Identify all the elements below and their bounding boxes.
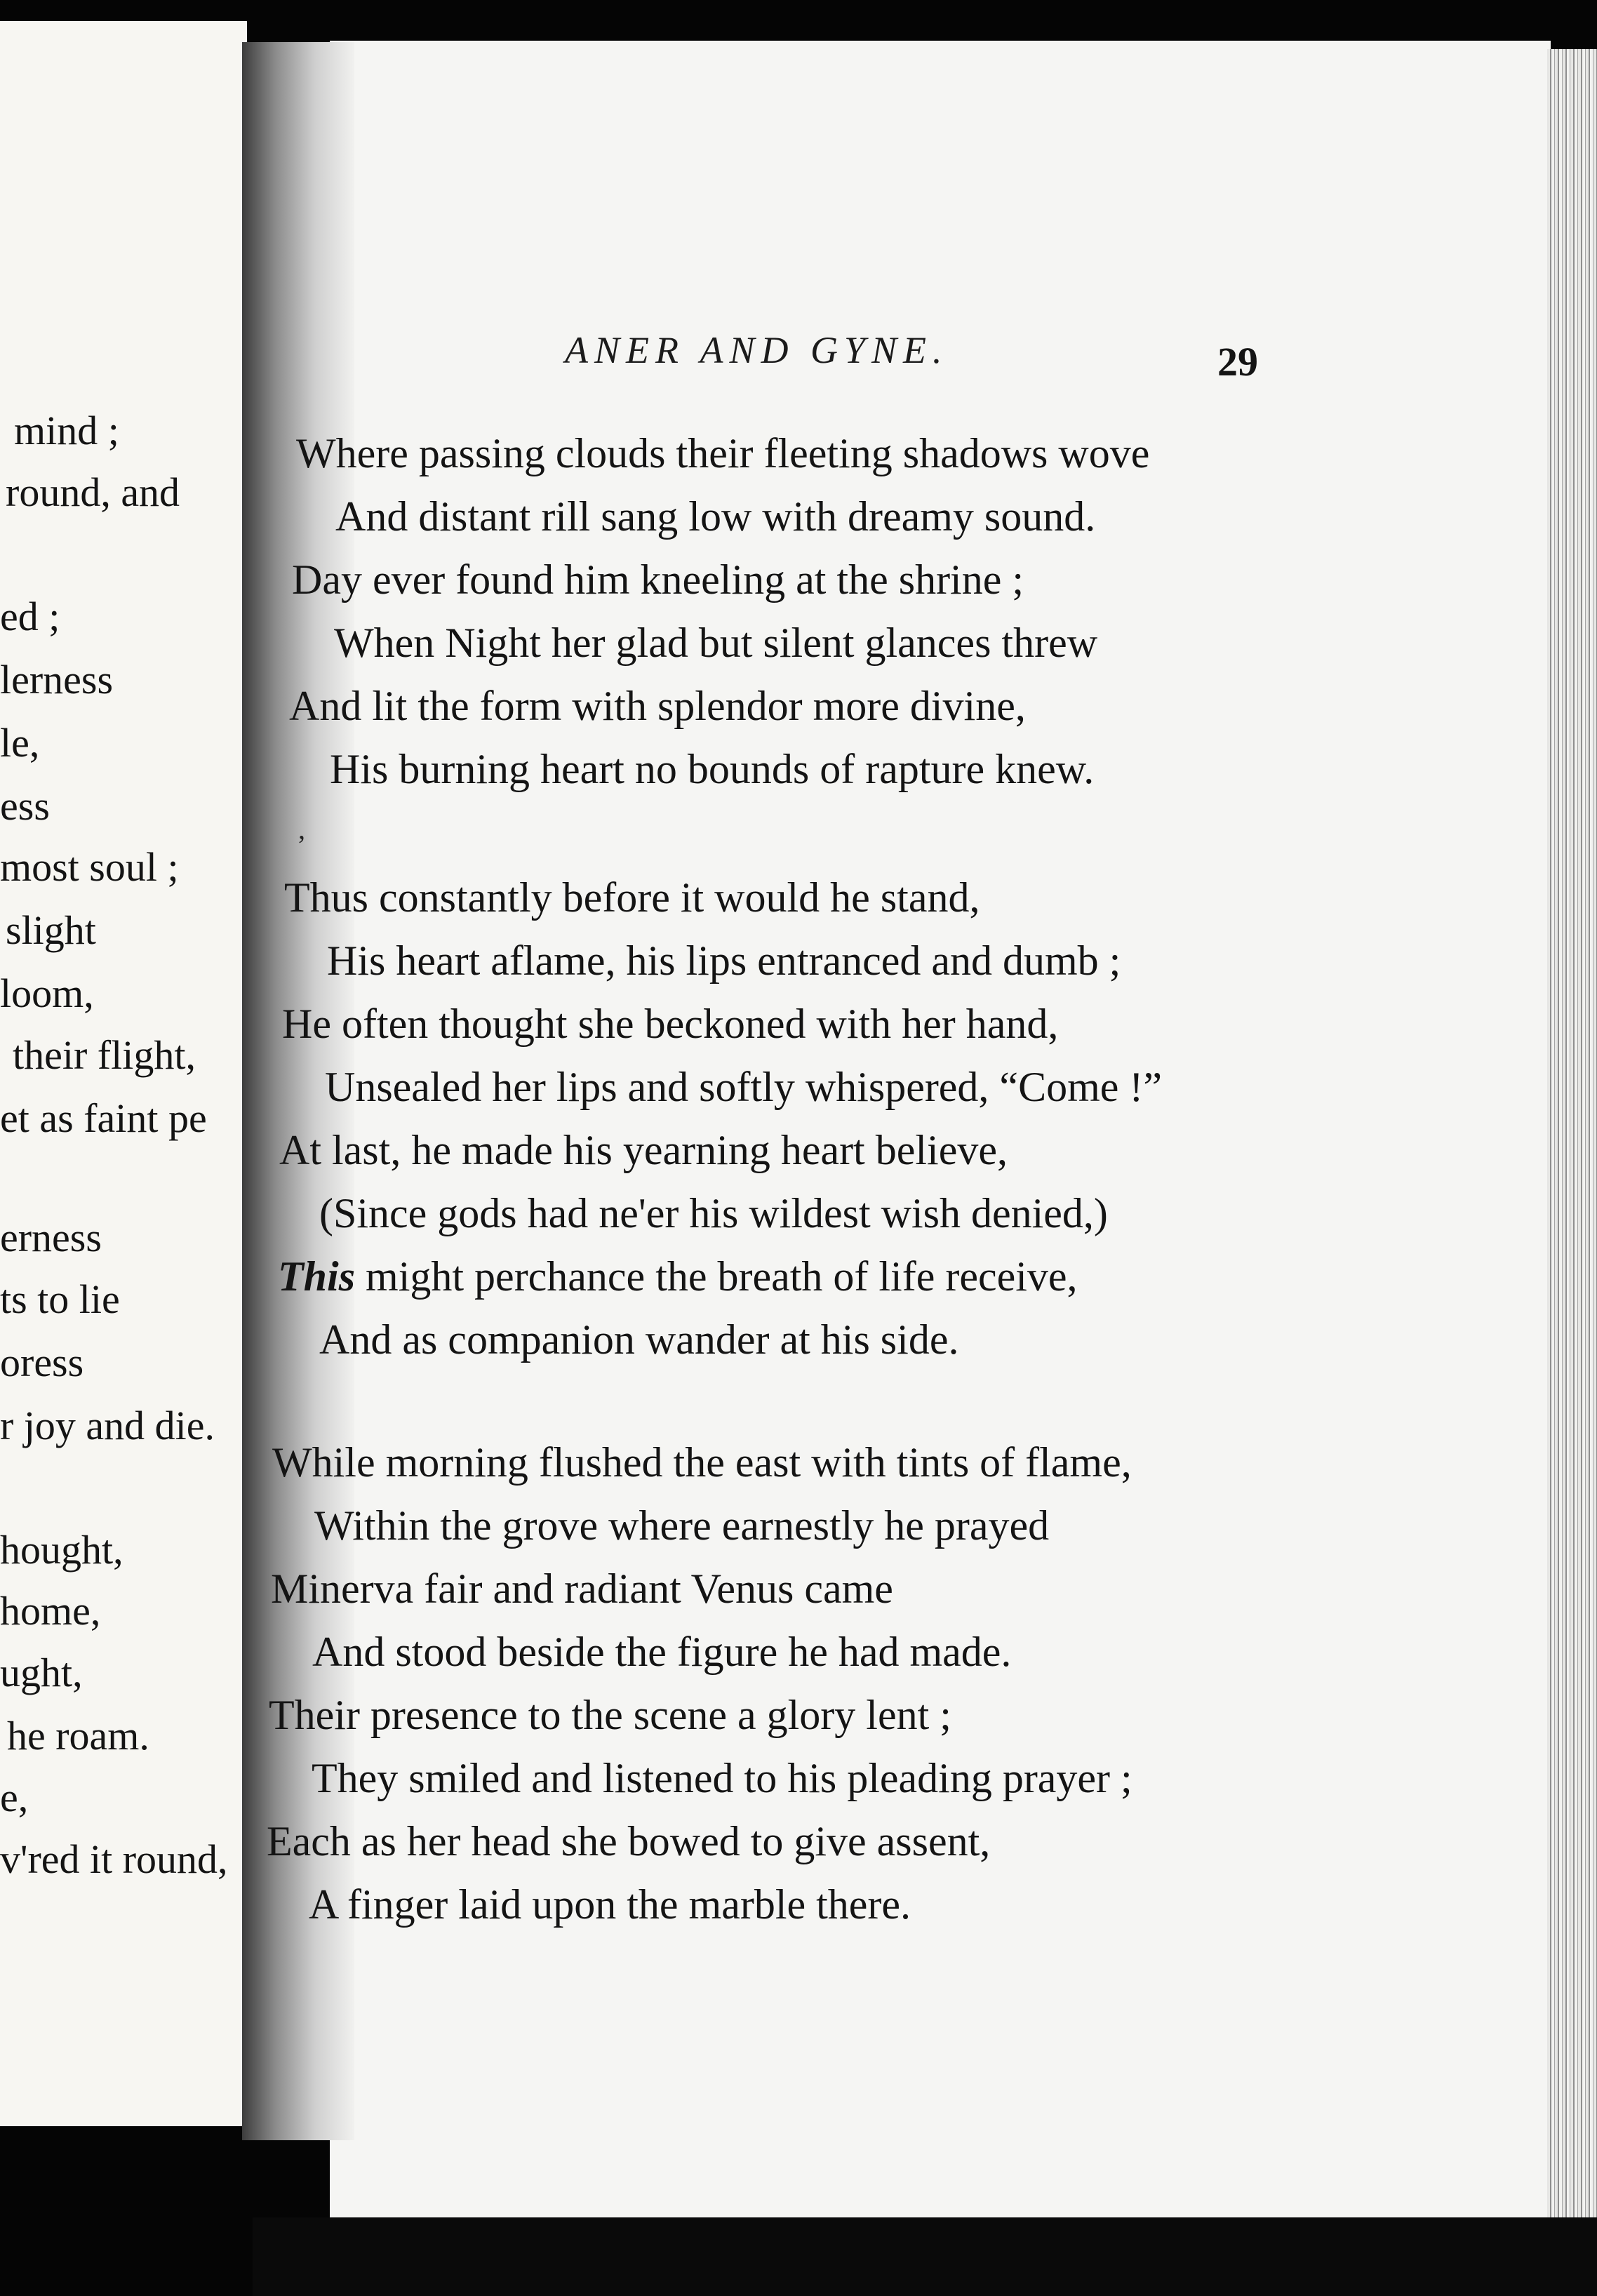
left-line: loom, (0, 970, 94, 1016)
poem-line: A finger laid upon the marble there. (309, 1881, 911, 1928)
left-line: slight (6, 907, 96, 953)
poem-line: They smiled and listened to his pleading prayer ; (312, 1755, 1132, 1801)
left-line: lerness (0, 657, 114, 702)
left-line: he roam. (7, 1713, 149, 1758)
left-line: round, and (6, 469, 180, 515)
poem-line: And distant rill sang low with dreamy sound. (335, 493, 1096, 540)
poem-line: Day ever found him kneeling at the shrine ; (292, 556, 1024, 603)
left-page-fragment (0, 21, 247, 2126)
poem-line: Their presence to the scene a glory lent ; (269, 1692, 951, 1738)
left-line: e, (0, 1775, 29, 1820)
left-line: oress (0, 1340, 84, 1385)
poem-line: (Since gods had ne'er his wildest wish denied,) (319, 1190, 1108, 1236)
poem-line: Thus constantly before it would he stand, (284, 874, 980, 921)
poem-line: Within the grove where earnestly he prayed (314, 1502, 1050, 1549)
left-line: home, (0, 1588, 101, 1634)
left-line: v'red it round, (0, 1836, 228, 1882)
poem-line-text: might perchance the breath of life receive, (355, 1253, 1078, 1300)
poem-line: While morning flushed the east with tints of flame, (272, 1439, 1132, 1486)
bottom-edge (253, 2217, 1597, 2296)
poem-line: Each as her head she bowed to give assent, (267, 1818, 991, 1864)
poem-line: His burning heart no bounds of rapture knew. (330, 746, 1095, 792)
left-line: le, (0, 720, 40, 766)
left-line: their flight, (13, 1032, 196, 1078)
poem-line: His heart aflame, his lips entranced and dumb ; (327, 937, 1121, 984)
left-line: hought, (0, 1527, 123, 1573)
page-edges (1547, 49, 1597, 2281)
left-line: ught, (0, 1650, 83, 1695)
left-line: most soul ; (0, 844, 179, 890)
poem-line: He often thought she beckoned with her hand, (282, 1001, 1059, 1047)
left-line: r joy and die. (0, 1403, 215, 1448)
poem-line: At last, he made his yearning heart believe, (279, 1127, 1008, 1173)
left-line: erness (0, 1215, 102, 1260)
left-line: et as faint pe (0, 1095, 207, 1141)
poem-line: And as companion wander at his side. (319, 1316, 959, 1363)
emphasized-word: This (278, 1253, 356, 1300)
page-number: 29 (1217, 339, 1258, 385)
poem-line: And lit the form with splendor more divine, (289, 683, 1026, 729)
poem-line: Minerva fair and radiant Venus came (271, 1566, 893, 1612)
left-line: ts to lie (0, 1276, 120, 1322)
running-title: ANER AND GYNE. (565, 329, 949, 371)
poem-line: And stood beside the figure he had made. (312, 1629, 1012, 1675)
poem-line: Where passing clouds their fleeting shadows wove (296, 430, 1150, 476)
poem-line: Unsealed her lips and softly whispered, “Come !” (325, 1064, 1162, 1110)
poem-line: When Night her glad but silent glances threw (334, 620, 1098, 666)
left-line: mind ; (14, 408, 119, 453)
left-line: ed ; (0, 594, 60, 639)
left-line: ess (0, 783, 50, 829)
poem-line (278, 1253, 1078, 1301)
gutter-mark: , (298, 813, 305, 845)
